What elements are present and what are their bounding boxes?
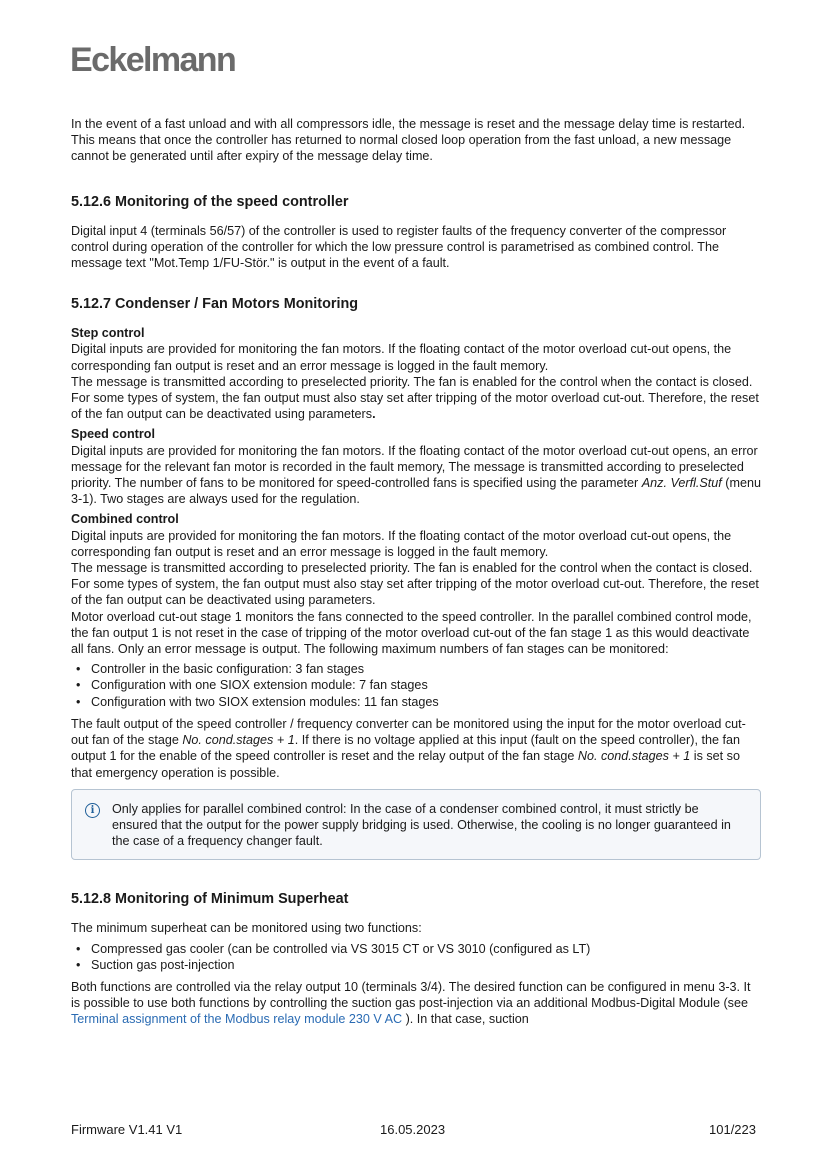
fault-output-text-c: is set so that emergency operation is possible. [71, 749, 740, 780]
fault-output-param-2: No. cond.stages + 1 [577, 749, 691, 764]
info-note-text: Only applies for parallel combined control: In the case of a condenser combined control, it must strictly be ensured that the output for the power supply bridging is used. Otherwise, the cooling is no longer guaranteed in the case of a frequency changer fault. [112, 801, 731, 849]
list-item: • Controller in the basic configuration: 3 fan stages [71, 661, 761, 677]
speed-control-text: Digital inputs are provided for monitoring the fan motors. If the floating contact of the motor overload cut-out opens, an error message for the relevant fan motor is recorded in the fault memory, The message is transmitted according to preselected priority. The number of fans to be monitored for speed-controlled fans is specified using the parameter [71, 443, 758, 491]
combined-control-title: Combined control [71, 512, 179, 527]
min-superheat-paragraph [71, 979, 761, 1028]
min-superheat-intro: The minimum superheat can be monitored using two functions: [71, 921, 422, 936]
speed-control-p1 [71, 443, 761, 508]
step-control-p1: Digital inputs are provided for monitoring the fan motors. If the floating contact of the motor overload cut-out opens, the corresponding fan output is reset and an error message is logged in the fault memory. [71, 342, 732, 373]
section-heading-min-superheat: 5.12.8 Monitoring of Minimum Superheat [71, 891, 349, 908]
info-note [71, 789, 761, 861]
combined-control-p2: The message is transmitted according to preselected priority. The fan is enabled for the control when the contact is closed. For some types of system, the fan output must also stay set after tripping of the motor overload cut-out. Therefore, the reset of the fan output can be deactivated using parameters. [71, 561, 759, 608]
terminal-assignment-link[interactable]: Terminal assignment of the Modbus relay module 230 V AC [71, 1012, 403, 1027]
list-item: • Configuration with one SIOX extension module: 7 fan stages [71, 677, 761, 693]
speed-controller-paragraph: Digital input 4 (terminals 56/57) of the controller is used to register faults of the frequency converter of the compressor control during operation of the controller for which the low pressure control is parametrised as combined control. The message text "Mot.Temp 1/FU-Stör." is output in the event of a fault. [71, 223, 727, 271]
info-icon: i [85, 803, 100, 818]
step-control-p2-end: . [372, 407, 376, 422]
fault-output-paragraph [71, 716, 761, 781]
speed-control-title: Speed control [71, 427, 155, 442]
min-superheat-text-b: ). In that case, suction [402, 1012, 529, 1027]
combined-control-p3: Motor overload cut-out stage 1 monitors the fans connected to the speed controller. In the parallel combined control mode, the fan output 1 is not reset in the case of tripping of the motor overload cut-out of the fan stage 1 as this would deactivate all fans. Only an error message is output. The following maximum numbers of fan stages can be monitored: [71, 609, 752, 657]
footer-date: 16.05.2023 [380, 1122, 446, 1137]
section-heading-speed-controller: 5.12.6 Monitoring of the speed controller [71, 193, 349, 210]
section-heading-fan-motors: 5.12.7 Condenser / Fan Motors Monitoring [71, 296, 359, 313]
fault-output-text-b: . If there is no voltage applied at this input (fault on the speed controller), the fan output 1 for the enable of the speed controller is reset and the relay output of the fan stage [71, 733, 740, 764]
list-item: • Suction gas post-injection [71, 957, 761, 973]
eckelmann-logo: Eckelmann [70, 41, 236, 79]
page-content [71, 116, 761, 1036]
list-item: • Configuration with two SIOX extension modules: 11 fan stages [71, 694, 761, 710]
min-superheat-list [71, 941, 761, 973]
step-control-p2-text: The message is transmitted according to preselected priority. The fan is enabled for the control when the contact is closed. For some types of system, the fan output must also stay set after tripping of the motor overload cut-out. Therefore, the reset of the fan output can be deactivated using parameters [71, 374, 759, 422]
fault-output-param-1: No. cond.stages + 1 [182, 733, 295, 748]
min-superheat-text-a: Both functions are controlled via the relay output 10 (terminals 3/4). The desired function can be configured in menu 3-3. It is possible to use both functions by controlling the suction gas post-injection via an additional Modbus-Digital Module (see [71, 979, 751, 1011]
fault-output-text-a: The fault output of the speed controller / frequency converter can be monitored using the input for the motor overload cut-out fan of the stage [71, 716, 746, 748]
step-control-title: Step control [71, 326, 145, 341]
step-control-p2 [71, 374, 761, 423]
list-item: • Compressed gas cooler (can be controlled via VS 3015 CT or VS 3010 (configured as LT) [71, 941, 761, 957]
speed-control-text-end: (menu 3-1). Two stages are always used for the regulation. [71, 476, 761, 507]
combined-control-p1: Digital inputs are provided for monitoring the fan motors. If the floating contact of the motor overload cut-out opens, the corresponding fan output is reset and an error message is logged in the fault memory. [71, 528, 732, 559]
intro-paragraph: In the event of a fast unload and with all compressors idle, the message is reset and the message delay time is restarted. This means that once the controller has returned to normal closed loop operation from the fast unload, a new message cannot be generated until after expiry of the message delay time. [71, 117, 746, 164]
footer-page-number: 101/223 [709, 1122, 756, 1137]
footer-firmware: Firmware V1.41 V1 [71, 1122, 183, 1137]
fan-stage-list [71, 661, 761, 710]
speed-control-param: Anz. Verfl.Stuf [641, 476, 722, 491]
